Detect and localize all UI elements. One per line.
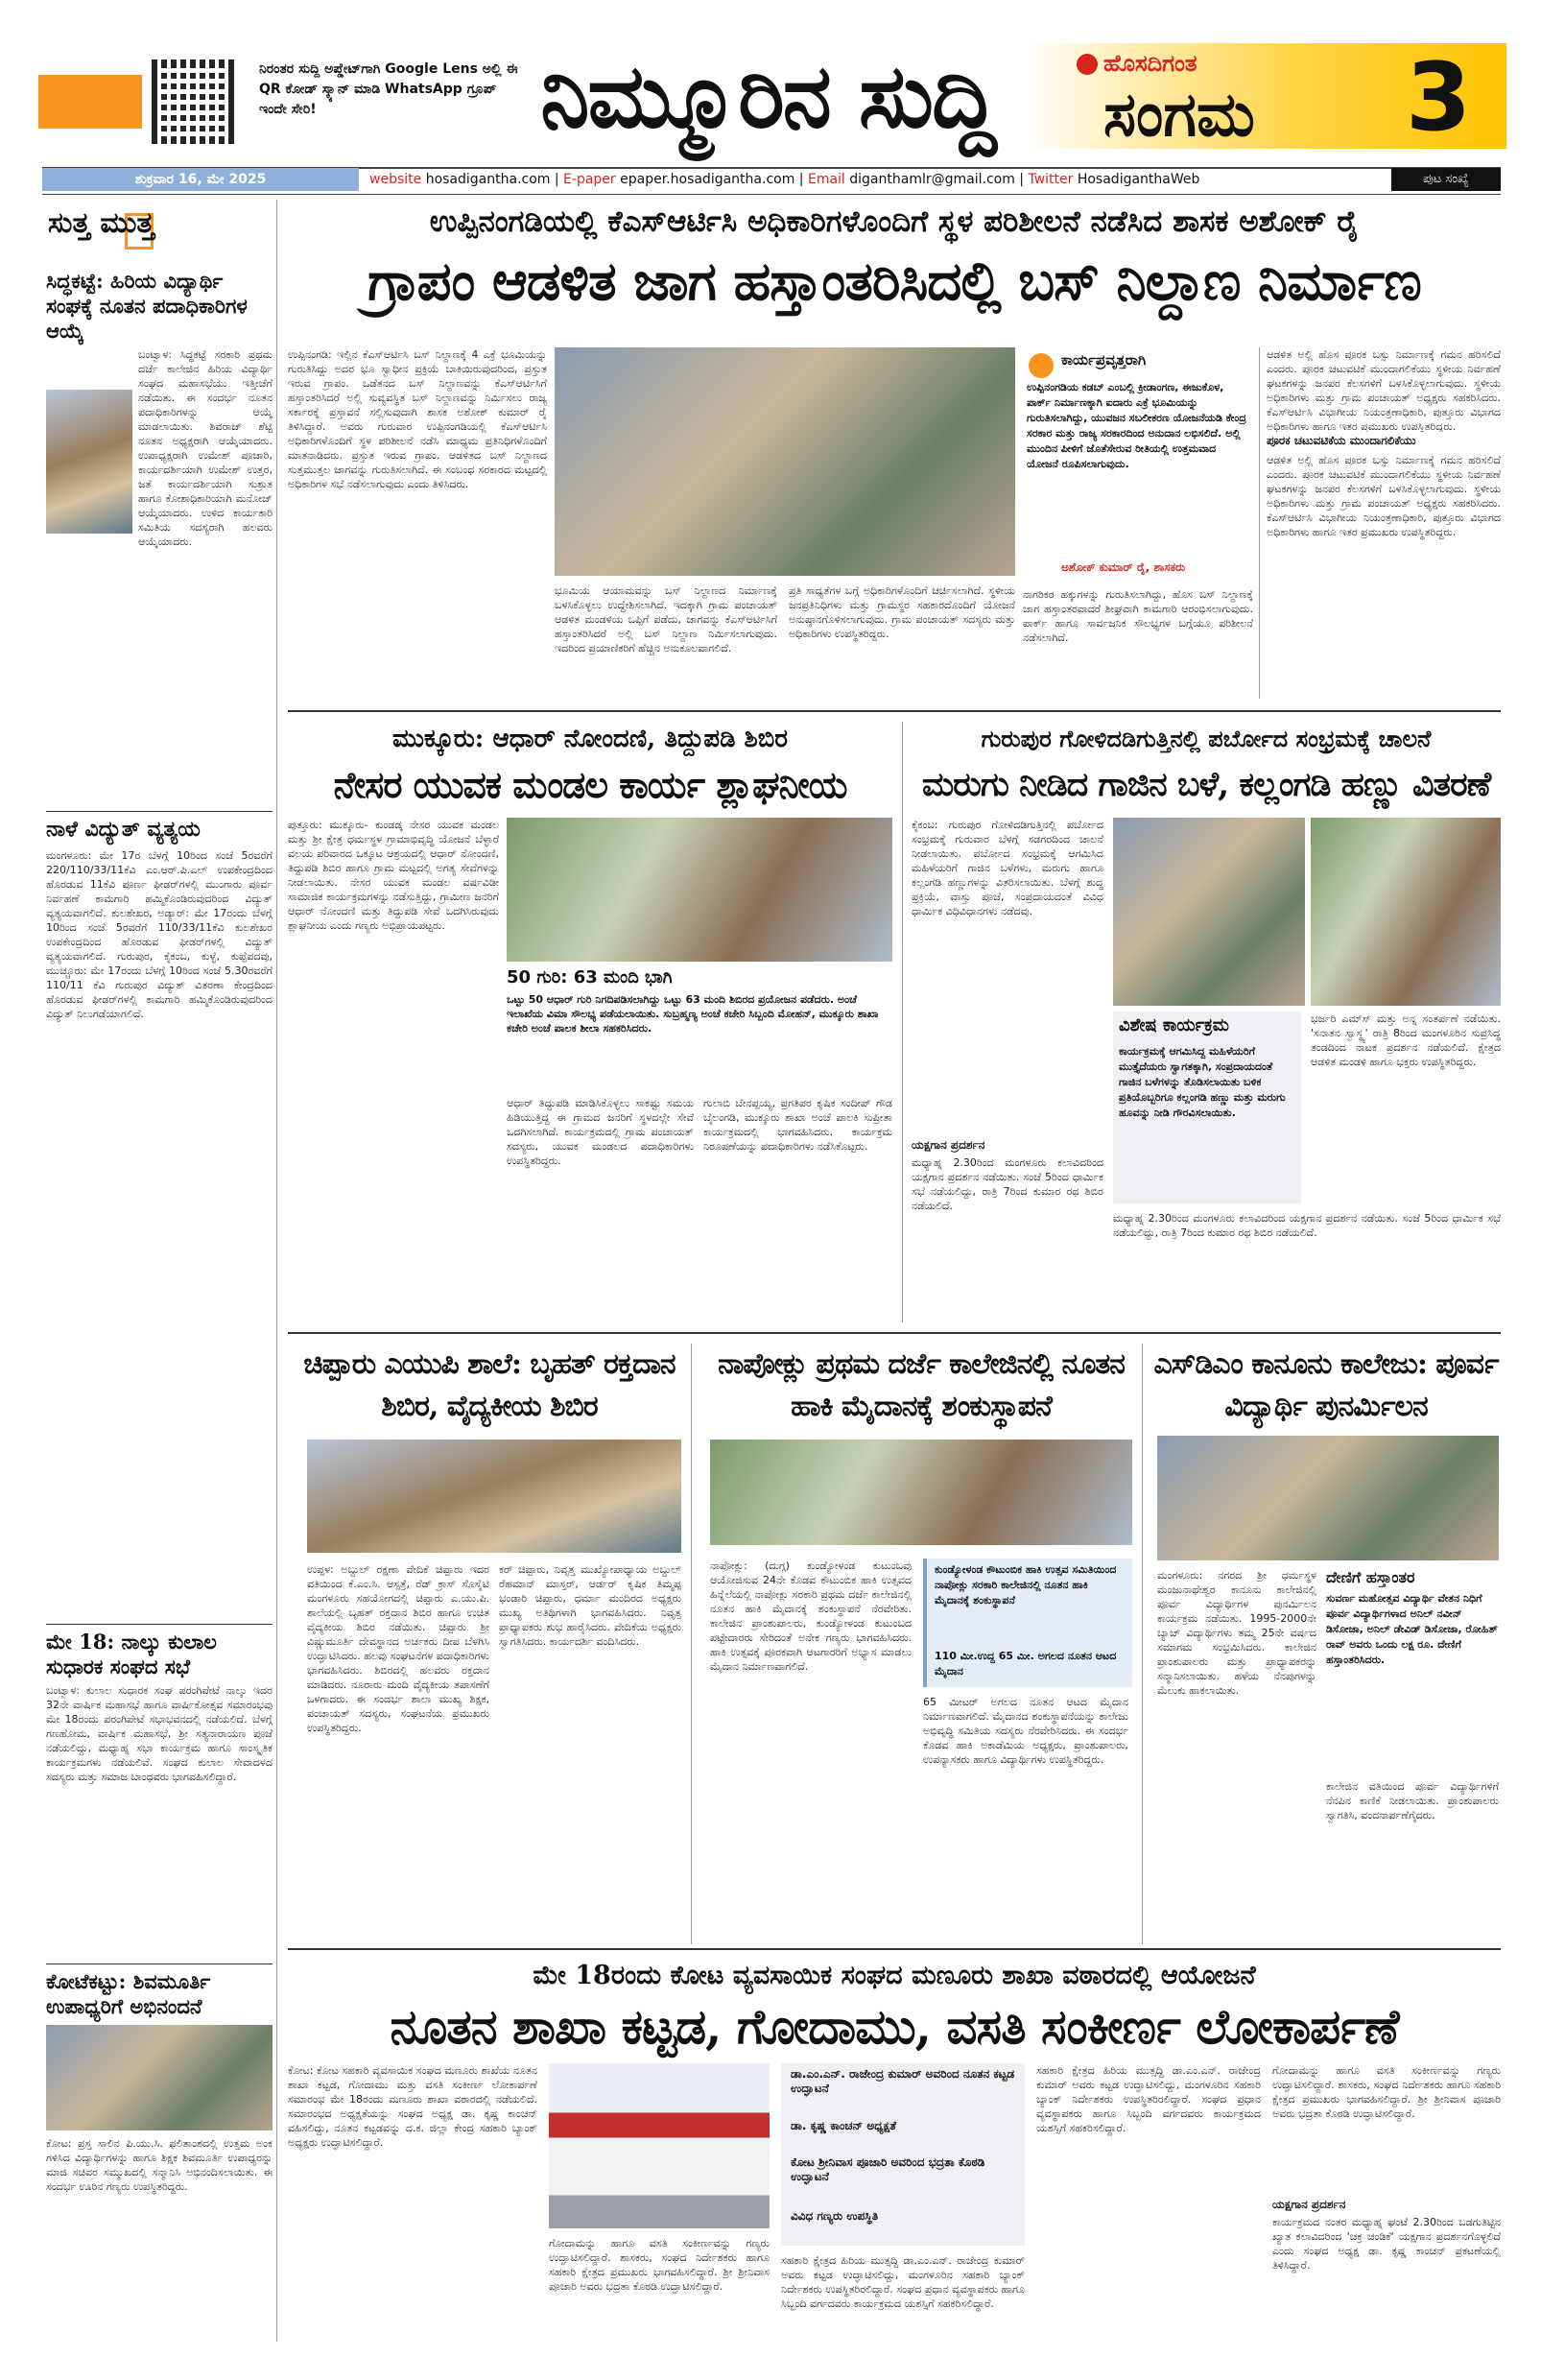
caption-title: 50 ಗುರಿ: 63 ಮಂದಿ ಭಾಗಿ [507, 967, 673, 988]
column-rule [1259, 347, 1260, 699]
supplement-brand: ಹೊಸದಿಗಂತ [1103, 50, 1197, 77]
qr-code-pattern [159, 67, 228, 136]
page-tag: ಪುಟ ಸಂಖ್ಯೆ [1391, 168, 1501, 191]
event-item: ಕೋಟ ಶ್ರೀನಿವಾಸ ಪೂಜಾರಿ ಅವರಿಂದ ಭದ್ರತಾ ಕೊಠಡಿ ಉದ್ಘಾಟನೆ [791, 2155, 985, 2183]
quote-author: ಅಶೋಕ್ ಕುಮಾರ್ ರೈ, ಶಾಸಕರು [1061, 560, 1186, 574]
brand-color-block [38, 75, 142, 129]
contact-links: website hosadigantha.com | E-paper epaper.hosadigantha.com | Email diganthamlr@gmail.com | Twitter HosadiganthaWeb [369, 172, 1200, 187]
lead-body: ಉಪ್ಪಿನಂಗಡಿ: ಇಲ್ಲಿನ ಕೆಎಸ್ಆರ್ಟಿಸಿ ಬಸ್ ನಿಲ್ದಾಣಕ್ಕೆ 4 ಎಕ್ರೆ ಭೂಮಿಯನ್ನು ಗುರುತಿಸಿದ್ದು ಅದರ ಭೂ ಸ್ವಾಧೀನ ಪ್ರಕ್ರಿಯೆ ಬಾಕಿಯಿರುವುದರಿಂದ, ಪ್ರಸ್ತುತ ಇರುವ ಗ್ರಾಪಂ. ಒಡೆತನದ ಬಸ್ ನಿಲ್ದಾಣವನ್ನು ಕೆಎಸ್ಆರ್ಟಿಸಿಗೆ ಹಸ್ತಾಂತರಿಸಿದರೆ ಅಲ್ಲಿ ಸುವ್ಯವಸ್ಥಿತ ಬಸ್ ನಿಲ್ದಾಣವನ್ನು ನಿರ್ಮಿಸಲು ರಾಜ್ಯ ಸರ್ಕಾರಕ್ಕೆ ಪ್ರಸ್ತಾವನೆ ಸಲ್ಲಿಸುವುದಾಗಿ ಶಾಸಕ ಅಶೋಕ್ ಕುಮಾರ್ ರೈ ತಿಳಿಸಿದ್ದಾರೆ. ಅವರು ಗುರುವಾರ ಉಪ್ಪಿನಂಗಡಿಯಲ್ಲಿ ಕೆಎಸ್ಆರ್ಟಿಸಿ ಅಧಿಕಾರಿಗಳೊಂದಿಗೆ ಸ್ಥಳ ಪರಿಶೀಲನೆ ನಡೆಸಿ ಮಾಧ್ಯಮ ಪ್ರತಿನಿಧಿಗಳೊಂದಿಗೆ ಮಾತನಾಡಿದರು. ಪ್ರಸ್ತುತ ಇರುವ ಗ್ರಾಪಂ. ಆಡಳಿತದ ಬಸ್ ನಿಲ್ದಾಣದ ಸುತ್ತಮುತ್ತಲ ಜಾಗವನ್ನು ಗುರುತಿಸಲಾಗಿದೆ. ಈ ಸಂಬಂಧ ಸರಕಾರದ ಮಟ್ಟದಲ್ಲಿ ಅಧಿಕಾರಿಗಳ ಸಭೆ ನಡೆಸಲಾಗುವುದು ಎಂದು ತಿಳಿಸಿದರು. [288, 348, 547, 490]
website-label: website [369, 172, 422, 187]
fact-item: 110 ಮೀ.ಉದ್ದ 65 ಮೀ. ಅಗಲದ ನೂತನ ಆಟದ ಮೈದಾನ [935, 1650, 1117, 1678]
lead-kicker: ಉಪ್ಪಿನಂಗಡಿಯಲ್ಲಿ ಕೆಎಸ್ಆರ್ಟಿಸಿ ಅಧಿಕಾರಿಗಳೊಂದಿಗೆ ಸ್ಥಳ ಪರಿಶೀಲನೆ ನಡೆಸಿದ ಶಾಸಕ ಅಶೋಕ್ ರೈ [429, 204, 1360, 239]
side-title: ದೇಣಿಗೆ ಹಸ್ತಾಂತರ [1326, 1568, 1415, 1586]
story-body: ಗುಲಾಬಿ ಬೇನಪ್ಪಯ್ಯ, ಪ್ರಗತಿಪರ ಕೃಷಿಕ ಸಂದೀಪ್ ಗೌಡ ಬೈಲಂಗಡಿ, ಮುಕ್ಕೂರು ಶಾಖಾ ಅಂಚೆ ಪಾಲಕಿ ಸುಪ್ರೀತಾ ಕಾರ್ಯಕ್ರಮದಲ್ಲಿ ಭಾಗವಹಿಸಿದರು. ಕಾರ್ಯಕ್ರಮ ನಿರೂಪಣೆಯನ್ನು ಪದಾಧಿಕಾರಿಗಳು ನಡೆಸಿಕೊಟ್ಟರು. [703, 1097, 892, 1153]
brief-body: ಕೋಟ: ಪ್ರಸ್ತ ಸಾಲಿನ ಪಿ.ಯು.ಸಿ. ಫಲಿತಾಂಶದಲ್ಲಿ ಉತ್ತಮ ಅಂಕ ಗಳಿಸಿದ ವಿದ್ಯಾರ್ಥಿಗಳನ್ನು ಹಾಗೂ ಶಿಕ್ಷಕ ಶಿವಮೂರ್ತಿ ಉಪಾಧ್ಯರನ್ನು ಮಾಜಿ ಸಚಿವರ ಸಮ್ಮುಖದಲ್ಲಿ ಸನ್ಮಾನಿಸಿ ಅಭಿನಂದಿಸಲಾಯಿತು. ಈ ಸಂದರ್ಭ ಊರಿನ ಗಣ್ಯರು ಉಪಸ್ಥಿತರಿದ್ದರು. [46, 2137, 273, 2193]
story-photo [507, 818, 892, 962]
story-body: ನಾಪೋಕ್ಲು: (ದುಗ್ಗ) ಕುಂಡ್ಯೋಳಂಡ ಕುಟುಂಬವು ಆಯೋಜಿಸುವ 24ನೇ ಕೊಡವ ಕೌಟುಂಬಿಕ ಹಾಕಿ ಉತ್ಸವದ ಹಿನ್ನೆಲೆಯಲ್ಲಿ ನಾಪೋಕ್ಲು ಸರಕಾರಿ ಪ್ರಥಮ ದರ್ಜೆ ಕಾಲೇಜಿನಲ್ಲಿ ನೂತನ ಹಾಕಿ ಮೈದಾನಕ್ಕೆ ಶಂಕುಸ್ಥಾಪನೆ ನೆರವೇರಿತು. ಕಾಲೇಜಿನ ಪ್ರಾಂಶುಪಾಲರು, ಕುಂಡ್ಯೋಳಂಡ ಕುಟುಂಬದ ಪಟ್ಟೇದಾರರು ಸೇರಿದಂತೆ ಅನೇಕ ಗಣ್ಯರು ಭಾಗವಹಿಸಿದರು. ಹಾಕಿ ಉತ್ಸವಕ್ಕೆ ಪೂರಕವಾಗಿ ಆಟಗಾರರಿಗೆ ಅಭ್ಯಾಸ ಮಾಡಲು ಮೈದಾನ ನಿರ್ಮಾಣವಾಗಲಿದೆ. [710, 1559, 912, 1673]
story-body: ಪುತ್ತೂರು: ಮುಕ್ಕೂರು- ಕುಂಡಡ್ಕ ನೇಸರ ಯುವಕ ಮಂಡಲ ಮತ್ತು ಶ್ರೀ ಕ್ಷೇತ್ರ ಧರ್ಮಸ್ಥಳ ಗ್ರಾಮಾಭಿವೃದ್ಧಿ ಯೋಜನೆ ಬೆಳ್ಳಾರೆ ವಲಯ ಪರಿವಾರದ ಒಕ್ಕೂಟ ಆಶ್ರಯದಲ್ಲಿ ಆಧಾರ್ ನೋಂದಣಿ, ತಿದ್ದುಪಡಿ ಶಿಬಿರ ಹಾಗೂ ಗ್ರಾಮ ಮಟ್ಟದಲ್ಲಿ ಅಗತ್ಯ ಸೇವೆಗಳನ್ನು ನೀಡಲಾಯಿತು. ನೇಸರ ಯುವಕ ಮಂಡಲ ವರ್ಷವಿಡೀ ಸಾಮಾಜಿಕ ಕಾರ್ಯಕ್ರಮಗಳನ್ನು ನಡೆಸುತ್ತಿದ್ದು, ಗ್ರಾಮೀಣ ಜನರಿಗೆ ಆಧಾರ್ ನೋಂದಣಿ ಮತ್ತು ತಿದ್ದುಪಡಿ ಸೇವೆ ಒದಗಿಸಿರುವುದು ಶ್ಲಾಘನೀಯ ಎಂದು ಗಣ್ಯರು ಅಭಿಪ್ರಾಯಪಟ್ಟರು. [288, 819, 499, 932]
story-body: ಕೈಕಂಬ: ಗುರುಪುರ ಗೋಳಿದಡಿಗುತ್ತಿನಲ್ಲಿ ಪರ್ಬೋದ ಸಂಭ್ರಮಕ್ಕೆ ಗುರುವಾರ ಬೆಳಗ್ಗೆ ಸಡಗರದಿಂದ ಚಾಲನೆ ನೀಡಲಾಯಿತು. ಪರ್ಬೋದ ಸಂಭ್ರಮಕ್ಕೆ ಆಗಮಿಸಿದ ಮಹಿಳೆಯರಿಗೆ ಗಾಜಿನ ಬಳೆಗಳು, ಮರುಗು ಹಾಗೂ ಕಲ್ಲಂಗಡಿ ಹಣ್ಣುಗಳನ್ನು ವಿತರಿಸಲಾಯಿತು. ಬೆಳಗ್ಗೆ ಶುದ್ಧ ಪ್ರಕ್ರಿಯೆ, ವಾಸ್ತು ಪೂಜೆ, ಸಂಪ್ರದಾಯದಂತೆ ವಿವಿಧ ಧಾರ್ಮಿಕ ವಿಧಿವಿಧಾನಗಳು ನಡೆದವು. [912, 819, 1103, 917]
supplement-name: ಸಂಗಮ [1103, 79, 1255, 151]
events-box [781, 2063, 1025, 2246]
story-body: ಮಧ್ಯಾಹ್ನ 2.30ರಿಂದ ಮಂಗಳೂರು ಕಲಾವಿದರಿಂದ ಯಕ್ಷಗಾನ ಪ್ರದರ್ಶನ ನಡೆಯಿತು. ಸಂಜೆ 5ರಿಂದ ಧಾರ್ಮಿಕ ಸಭೆ ನಡೆಯಲಿದ್ದು, ರಾತ್ರಿ 7ರಿಂದ ಕುಮಾರ ರಥ ಶಿಬಿರ ನಡೆಯಲಿದೆ. [1113, 1212, 1501, 1239]
epaper-label: E-paper [563, 172, 616, 187]
story-body: ಕರ್ ಚಿಪ್ಪಾರು, ನಿವೃತ್ತ ಮುಖ್ಯೋಪಾಧ್ಯಾಯ ಅಬ್ದುಲ್ ರೆಹಮಾನ್ ಮಾಸ್ತರ್, ಆರ್ಡರ್ ಕೃಷಿಕ ತಿಮ್ಮಪ್ಪ ಭಂಡಾರಿ ಚಿಪ್ಪಾರು, ಧರ್ಮಾ ಮಂದಿರದ ಅಧ್ಯಕ್ಷರು ಮುಖ್ಯ ಅತಿಥಿಗಳಾಗಿ ಭಾಗವಹಿಸಿದರು. ನಿವೃತ್ತ ಪ್ರಾಧ್ಯಾಪಕರು ಶುಭ ಹಾರೈಸಿದರು. ವೇದಿಕೆಯ ಅಧ್ಯಕ್ಷರು ಸ್ವಾಗತಿಸಿದರು. ಕಾರ್ಯದರ್ಶಿ ವಂದಿಸಿದರು. [499, 1563, 681, 1648]
page-number: 3 [1406, 43, 1472, 153]
story-body: ಆಧಾರ್ ತಿದ್ದುಪಡಿ ಮಾಡಿಸಿಕೊಳ್ಳಲು ಸಾಕಷ್ಟು ಸಮಯ ಹಿಡಿಯುತ್ತಿದ್ದ ಈ ಗ್ರಾಮದ ಜನರಿಗೆ ಸ್ಥಳದಲ್ಲೇ ಸೇವೆ ಒದಗಿಸಲಾಗಿದೆ. ಕಾರ್ಯಕ್ರಮದಲ್ಲಿ ಗ್ರಾಮ ಪಂಚಾಯತ್ ಸದಸ್ಯರು, ಯುವಕ ಮಂಡಲದ ಪದಾಧಿಕಾರಿಗಳು ಉಪಸ್ಥಿತರಿದ್ದರು. [507, 1097, 694, 1167]
brief-body: ಮಂಗಳೂರು: ಮೇ 17ರ ಬೆಳಗ್ಗೆ 10ರಿಂದ ಸಂಜೆ 5ರವರೆಗೆ 220/110/33/11ಕೆವಿ ಎಂ.ಆರ್.ಪಿ.ಎಲ್ ಉಪಕೇಂದ್ರದಿಂದ ಹೊರಡುವ 11ಕೆವಿ ಪೂರ್ಣ ಫೀಡರ್‌ಗಳಲ್ಲಿ ಮುಂಗಾರು ಪೂರ್ವ ನಿರ್ವಹಣೆ ಕಾಮಗಾರಿ ಹಮ್ಮಿಕೊಂಡಿರುವುದರಿಂದ ವಿದ್ಯುತ್ ವ್ಯತ್ಯಯವಾಗಲಿದೆ. ಕುಲಶೇಖರ, ಅಡ್ಯಾರ್: ಮೇ 17ರಂದು ಬೆಳಗ್ಗೆ 10ರಿಂದ ಸಂಜೆ 5ರವರೆಗೆ 110/33/11ಕೆವಿ ಕುಲಶೇಖರ ಉಪಕೇಂದ್ರದಿಂದ ಹೊರಡುವ ಫೀಡರ್‌ಗಳಲ್ಲಿ ವಿದ್ಯುತ್ ವ್ಯತ್ಯಯವಾಗಲಿದೆ. ಗುರುಪುರ, ಕೈಕಂಬ, ಕುಳ್ಳೆ, ಕುಪ್ಪೆಪದವು, ಮುಚ್ಚೂರು: ಮೇ 17ರಂದು ಬೆಳಗ್ಗೆ 10ರಿಂದ ಸಂಜೆ 5.30ರವರೆಗೆ 110/11 ಕೆವಿ ಗುರುಪುರ ವಿದ್ಯುತ್ ವಿತರಣಾ ಕೇಂದ್ರದಿಂದ ಹೊರಡುವ ಫೀಡರ್‌ಗಳಲ್ಲಿ ಕಾಮಗಾರಿ ಹಮ್ಮಿಕೊಂಡಿರುವುದರಿಂದ ವಿದ್ಯುತ್ ನಿಲುಗಡೆಯಾಗಲಿದೆ. [46, 849, 273, 1020]
story-body: ಸಹಕಾರಿ ಕ್ಷೇತ್ರದ ಹಿರಿಯ ಮುತ್ಸದ್ದಿ ಡಾ.ಎಂ.ಎನ್. ರಾಜೇಂದ್ರ ಕುಮಾರ್ ಅವರು ಕಟ್ಟಡ ಉದ್ಘಾಟಿಸಲಿದ್ದು, ಮಂಗಳೂರಿನ ಸಹಕಾರಿ ಬ್ಯಾಂಕ್ ನಿರ್ದೇಶಕರು ಉಪಸ್ಥಿತರಿರಲಿದ್ದಾರೆ. ಸಂಘದ ಪ್ರಧಾನ ವ್ಯವಸ್ಥಾಪಕರು ಹಾಗೂ ಸಿಬ್ಬಂದಿ ವರ್ಗದವರು ಕಾರ್ಯಕ್ರಮದ ಯಶಸ್ಸಿಗೆ ಸಹಕರಿಸಲಿದ್ದಾರೆ. [781, 2254, 1025, 2310]
quote-icon [1029, 353, 1054, 378]
story-kicker: ಗುರುಪುರ ಗೋಳಿದಡಿಗುತ್ತಿನಲ್ಲಿ ಪರ್ಬೋದ ಸಂಭ್ರಮಕ್ಕೆ ಚಾಲನೆ [981, 725, 1432, 752]
section-logo: ಸುತ್ತ ಮುತ್ತ [48, 206, 154, 240]
website-link[interactable]: hosadigantha.com [425, 172, 551, 187]
lead-body: ಆಡಳಿತ ಅಲ್ಲಿ ಹೊಸ ಪೂರಕ ಬಸ್ಸು ನಿರ್ಮಾಣಕ್ಕೆ ಗಮನ ಹರಿಸಲಿದೆ ಎಂದರು. ಪೂರಕ ಚಟುವಟಿಕೆ ಮುಂದಾಗಲಿಕೆಯು ಸ್ಥಳೀಯ ನಿರ್ವಹಣೆ ಘಟಕಗಳನ್ನು ಜನಪರ ಕೆಲಸಗಳಿಗೆ ಬಳಸಿಕೊಳ್ಳಲಾಗುವುದು. ಸ್ಥಳೀಯ ಅಧಿಕಾರಿಗಳು ಮತ್ತು ಗ್ರಾಮ ಪಂಚಾಯತ್ ಅಧ್ಯಕ್ಷರು ಸಹಕರಿಸಿದರು. ಕೆಎಸ್ಆರ್ಟಿಸಿ ವಿಭಾಗೀಯ ನಿಯಂತ್ರಣಾಧಿಕಾರಿ, ಪುತ್ತೂರು ವಿಭಾಗದ ಅಧಿಕಾರಿಗಳು ಹಾಗೂ ಇತರ ಪ್ರಮುಖರು ಉಪಸ್ಥಿತರಿದ್ದರು. [1267, 454, 1501, 538]
highlight-title: ವಿಶೇಷ ಕಾರ್ಯಕ್ರಮ [1119, 1015, 1229, 1035]
lead-subhead: ಪೂರಕ ಚಟುವಟಿಕೆಯ ಮುಂದಾಗಲಿಕೆಯು [1267, 434, 1416, 447]
page-title: ನಿಮ್ಮೂರಿನ ಸುದ್ದಿ [540, 44, 995, 148]
brand-sun-icon [1077, 54, 1098, 75]
lead-headline: ಗ್ರಾಪಂ ಆಡಳಿತ ಜಾಗ ಹಸ್ತಾಂತರಿಸಿದಲ್ಲಿ ಬಸ್ ನಿಲ್ದಾಣ ನಿರ್ಮಾಣ [367, 250, 1421, 313]
story-headline: ಚಿಪ್ಪಾರು ಎಯುಪಿ ಶಾಲೆ: ಬೃಹತ್ ರಕ್ತದಾನ ಶಿಬಿರ, ವೈದ್ಯಕೀಯ ಶಿಬಿರ [303, 1347, 676, 1423]
divider [288, 710, 1501, 712]
story-headline: ನಾಪೋಕ್ಲು ಪ್ರಥಮ ದರ್ಜೆ ಕಾಲೇಜಿನಲ್ಲಿ ನೂತನ ಹಾಕಿ ಮೈದಾನಕ್ಕೆ ಶಂಕುಸ್ಥಾಪನೆ [718, 1347, 1125, 1423]
email-link[interactable]: diganthamlr@gmail.com [849, 172, 1015, 187]
story-photo [1113, 818, 1305, 1006]
story-body: ಕಾರ್ಯಕ್ರಮದ ನಂತರ ಮಧ್ಯಾಹ್ನ ಘಂಟೆ 2.30ರಿಂದ ಬಡಗುತಿಟ್ಟಿನ ಖ್ಯಾತ ಕಲಾವಿದರಿಂದ 'ಚಕ್ರ ಚಂಡಿಕೆ' ಯಕ್ಷಗಾನ ಪ್ರದರ್ಶನಗೊಳ್ಳಲಿದೆ ಎಂದು ಸಂಘದ ಅಧ್ಯಕ್ಷ ಡಾ. ಕೃಷ್ಣ ಕಾಂಚನ್ ಪ್ರಕಟಣೆಯಲ್ಲಿ ತಿಳಿಸಿದ್ದಾರೆ. [1272, 2216, 1501, 2272]
story-photo [1157, 1436, 1499, 1560]
story-body: ಮಧ್ಯಾಹ್ನ 2.30ರಿಂದ ಮಂಗಳೂರು ಕಲಾವಿದರಿಂದ ಯಕ್ಷಗಾನ ಪ್ರದರ್ಶನ ನಡೆಯಿತು. ಸಂಜೆ 5ರಿಂದ ಧಾರ್ಮಿಕ ಸಭೆ ನಡೆಯಲಿದ್ದು, ರಾತ್ರಿ 7ರಿಂದ ಕುಮಾರ ರಥ ಶಿಬಿರ ನಡೆಯಲಿದೆ. [912, 1156, 1103, 1212]
divider [46, 1624, 273, 1625]
story-kicker: ಮೇ 18ರಂದು ಕೋಟ ವ್ಯವಸಾಯಿಕ ಸಂಘದ ಮಣೂರು ಶಾಖಾ ವಠಾರದಲ್ಲಿ ಆಯೋಜನೆ [533, 1961, 1256, 1990]
story-body: ಕೋಟ: ಕೋಟ ಸಹಕಾರಿ ವ್ಯವಸಾಯಿಕ ಸಂಘದ ಮಣೂರು ಶಾಖೆಯ ನೂತನ ಶಾಖಾ ಕಟ್ಟಡ, ಗೋದಾಮು ಮತ್ತು ವಸತಿ ಸಂಕೀರ್ಣ ಲೋಕಾರ್ಪಣೆ ಸಮಾರಂಭ ಮೇ 18ರಂದು ಮಣೂರು ಶಾಖಾ ವಠಾರದಲ್ಲಿ ನಡೆಯಲಿದೆ. ಸಮಾರಂಭದ ಅಧ್ಯಕ್ಷತೆಯನ್ನು ಸಂಘದ ಅಧ್ಯಕ್ಷ ಡಾ. ಕೃಷ್ಣ ಕಾಂಚನ್ ವಹಿಸಲಿದ್ದು, ನೂತನ ಕಟ್ಟಡವನ್ನು ದ.ಕ. ಜಿಲ್ಲಾ ಕೇಂದ್ರ ಸಹಕಾರಿ ಬ್ಯಾಂಕ್ ಅಧ್ಯಕ್ಷರು ಉದ್ಘಾಟಿಸಲಿದ್ದಾರೆ. [288, 2064, 537, 2149]
brief-title: ಕೋಟೆಕಟ್ಟು: ಶಿವಮೂರ್ತಿ ಉಪಾಧ್ಯರಿಗೆ ಅಭಿನಂದನೆ [46, 1969, 211, 2018]
event-item: ಡಾ.ಎಂ.ಎನ್. ರಾಜೇಂದ್ರ ಕುಮಾರ್ ಅವರಿಂದ ನೂತನ ಕಟ್ಟಡ ಉದ್ಘಾಟನೆ [791, 2067, 1015, 2095]
quote-body: ಉಪ್ಪಿನಂಗಡಿಯ ಕಡಬ್ ಎಂಬಲ್ಲಿ ಕ್ರೀಡಾಂಗಣ, ಈಜುಕೊಳ, ಪಾರ್ಕ್ ನಿರ್ಮಾಣಕ್ಕಾಗಿ ಐದಾರು ಎಕ್ರೆ ಭೂಮಿಯನ್ನು ಗುರುತಿಸಲಾಗಿದ್ದು, ಯುವಜನ ಸಬಲೀಕರಣ ಯೋಜನೆಯಡಿ ಕೇಂದ್ರ ಸರಕಾರ ಮತ್ತು ರಾಜ್ಯ ಸರಕಾರದಿಂದ ಅನುದಾನ ಲಭಿಸಲಿದೆ. ಅಲ್ಲಿ ಮುಂದಿನ ಪೀಳಿಗೆ ಜೊತೆಸೇರುವ ರೀತಿಯಲ್ಲಿ ಉತ್ತಮವಾದ ಯೋಜನೆ ರೂಪಿಸಲಾಗುವುದು. [1027, 381, 1246, 470]
story-body: ಕಾಲೇಜಿನ ವತಿಯಿಂದ ಪೂರ್ವ ವಿದ್ಯಾರ್ಥಿಗಳಿಗೆ ನೆನಪಿನ ಕಾಣಿಕೆ ನೀಡಲಾಯಿತು. ಪ್ರಾಂಶುಪಾಲರು ಸ್ವಾಗತಿಸಿ, ವಂದನಾರ್ಪಣೆಗೈದರು. [1326, 1780, 1499, 1821]
story-subhead: ಯಕ್ಷಗಾನ ಪ್ರದರ್ಶನ [912, 1138, 985, 1152]
story-headline: ಎಸ್‌ಡಿಎಂ ಕಾನೂನು ಕಾಲೇಜು: ಪೂರ್ವ ವಿದ್ಯಾರ್ಥಿ ಪುನರ್ಮಿಲನ [1153, 1347, 1499, 1423]
brief-body: ಬಂಟ್ವಾಳ: ಕುಲಾಲ ಸುಧಾರಕ ಸಂಘ ಪರಂಗಿಪೇಟೆ ನಾಲ್ಕು ಇದರ 32ನೇ ವಾರ್ಷಿಕ ಮಹಾಸಭೆ ಹಾಗೂ ವಾರ್ಷಿಕೋತ್ಸವ ಸಮಾರಂಭವು ಮೇ 18ರಂದು ಪರಂಗಿಪೇಟೆ ಸಭಾಭವನದಲ್ಲಿ ನಡೆಯಲಿದೆ. ಬೆಳಗ್ಗೆ ಗಣಹೋಮ, ವಾರ್ಷಿಕ ಮಹಾಸಭೆ, ಶ್ರೀ ಸತ್ಯನಾರಾಯಣ ಪೂಜೆ ನಡೆಯಲಿದ್ದು, ಮಧ್ಯಾಹ್ನ ಸಭಾ ಕಾರ್ಯಕ್ರಮ ಹಾಗೂ ಸಾಂಸ್ಕೃತಿಕ ಕಾರ್ಯಕ್ರಮಗಳು ನಡೆಯಲಿವೆ. ಸಂಘದ ಕುಲಾಲ ಸೇವಾದಳದ ಸದಸ್ಯರು ಮತ್ತು ಸಮಾಜ ಬಾಂಧವರು ಭಾಗವಹಿಸಲಿದ್ದಾರೆ. [46, 1684, 273, 1783]
brief-title: ಸಿದ್ಧಕಟ್ಟೆ: ಹಿರಿಯ ವಿದ್ಯಾರ್ಥಿ ಸಂಘಕ್ಕೆ ನೂತನ ಪದಾಧಿಕಾರಿಗಳ ಆಯ್ಕೆ [46, 269, 248, 343]
epaper-link[interactable]: epaper.hosadigantha.com [620, 172, 795, 187]
whatsapp-note: ನಿರಂತರ ಸುದ್ದಿ ಅಪ್ಡೇಟ್‌ಗಾಗಿ Google Lens ಅಲ್ಲಿ ಈ QR ಕೋಡ್ ಸ್ಕ್ಯಾನ್ ಮಾಡಿ WhatsApp ಗ್ರೂಪ್ ಇಂದೇ ಸೇರಿ! [259, 61, 518, 117]
facts-box [923, 1559, 1132, 1687]
quote-title: ಕಾರ್ಯಪ್ರವೃತ್ತರಾಗಿ [1061, 351, 1147, 369]
issue-date: ಶುಕ್ರವಾರ 16, ಮೇ 2025 [42, 168, 359, 191]
event-item: ಡಾ. ಕೃಷ್ಣ ಕಾಂಚನ್ ಅಧ್ಯಕ್ಷತೆ [791, 2119, 896, 2132]
lead-photo [555, 347, 1015, 576]
brief-body: ಬಂಟ್ವಾಳ: ಸಿದ್ಧಕಟ್ಟೆ ಸರಕಾರಿ ಪ್ರಥಮ ದರ್ಜೆ ಕಾಲೇಜಿನ ಹಿರಿಯ ವಿದ್ಯಾರ್ಥಿ ಸಂಘದ ಮಹಾಸಭೆಯು ಇತ್ತೀಚೆಗೆ ನಡೆಯಿತು. ಈ ಸಂದರ್ಭ ನೂತನ ಪದಾಧಿಕಾರಿಗಳನ್ನು ಆಯ್ಕೆ ಮಾಡಲಾಯಿತು. ಶಿವರಾಜ್ ಶೆಟ್ಟಿ ನೂತನ ಅಧ್ಯಕ್ಷರಾಗಿ ಆಯ್ಕೆಯಾದರು. ಉಪಾಧ್ಯಕ್ಷರಾಗಿ ಉಮೇಶ್ ಪೂಜಾರಿ, ಕಾರ್ಯದರ್ಶಿಯಾಗಿ ಉಮೇಶ್ ಉತ್ತರ, ಜತೆ ಕಾರ್ಯದರ್ಶಿಯಾಗಿ ಸುಶ್ರುತ ಹಾಗೂ ಕೋಶಾಧಿಕಾರಿಯಾಗಿ ಮನೋಜ್ ಆಯ್ಕೆಯಾದರು. ಉಳಿದ ಕಾರ್ಯಕಾರಿ ಸಮಿತಿಯ ಸದಸ್ಯರಾಗಿ ಹಲವರು ಆಯ್ಕೆಯಾದರು. [138, 348, 273, 548]
highlight-body: ಕಾರ್ಯಕ್ರಮಕ್ಕೆ ಆಗಮಿಸಿದ್ದ ಮಹಿಳೆಯರಿಗೆ ಮುತ್ತೈದೆಯರು ಸ್ವಾಗತಕ್ಕಾಗಿ, ಸಂಪ್ರದಾಯದಂತೆ ಗಾಜಿನ ಬಳೆಗಳನ್ನು ತೊಡಿಸಲಾಯಿತು ಬಳಿಕ ಪ್ರತಿಯೊಬ್ಬರಿಗೂ ಕಲ್ಲಂಗಡಿ ಹಣ್ಣು ಮತ್ತು ಮರುಗು ಹೂವನ್ನು ನೀಡಿ ಗೌರವಿಸಲಾಯಿತು. [1119, 1045, 1286, 1119]
highlight-box [1113, 1012, 1301, 1203]
story-subhead: ಯಕ್ಷಗಾನ ಪ್ರದರ್ಶನ [1272, 2198, 1346, 2211]
brief-title: ನಾಳೆ ವಿದ್ಯುತ್ ವ್ಯತ್ಯಯ [46, 817, 201, 842]
quote-box [1023, 347, 1253, 583]
story-headline: ನೇಸರ ಯುವಕ ಮಂಡಲ ಕಾರ್ಯ ಶ್ಲಾಘನೀಯ [333, 763, 847, 806]
building-photo [549, 2063, 770, 2228]
brief-title: ಮೇ 18: ನಾಲ್ಕು ಕುಲಾಲ ಸುಧಾರಕ ಸಂಘದ ಸಭೆ [46, 1630, 217, 1678]
column-rule [1142, 1344, 1143, 1944]
twitter-link[interactable]: HosadiganthaWeb [1077, 172, 1200, 187]
caption-body: ಒಟ್ಟು 50 ಆಧಾರ್ ಗುರಿ ನಿಗದಿಪಡಿಸಲಾಗಿದ್ದು ಒಟ್ಟು 63 ಮಂದಿ ಶಿಬಿರದ ಪ್ರಯೋಜನ ಪಡೆದರು. ಅಂಚೆ ಇಲಾಖೆಯ ವಿಮಾ ಸೌಲಭ್ಯ ಪಡೆಯಲಾಯಿತು. ಸುಬ್ರಹ್ಮಣ್ಯ ಅಂಚೆ ಕಚೇರಿ ಸಿಬ್ಬಂದಿ ಮೋಹನ್, ಮುಕ್ಕೂರು ಶಾಖಾ ಕಚೇರಿ ಅಂಚೆ ಪಾಲಕ ಶೀಲಾ ಸಹಕರಿಸಿದರು. [507, 993, 879, 1035]
story-photo [710, 1440, 1132, 1545]
story-body: ಗೋದಾಮನ್ನು ಹಾಗೂ ವಸತಿ ಸಂಕೀರ್ಣವನ್ನು ಗಣ್ಯರು ಉದ್ಘಾಟಿಸಲಿದ್ದಾರೆ. ಶಾಸಕರು, ಸಂಘದ ನಿರ್ದೇಶಕರು ಹಾಗೂ ಸಹಕಾರಿ ಕ್ಷೇತ್ರದ ಪ್ರಮುಖರು ಭಾಗವಹಿಸಲಿದ್ದಾರೆ. ಶ್ರೀ ಶ್ರೀನಿವಾಸ ಪೂಜಾರಿ ಅವರು ಭದ್ರತಾ ಕೊಠಡಿ ಉದ್ಘಾಟಿಸಲಿದ್ದಾರೆ. [549, 2237, 770, 2293]
lead-body: ಭೂಮಿಯ ಆಯಾಮವನ್ನು ಬಸ್ ನಿಲ್ದಾಣದ ನಿರ್ಮಾಣಕ್ಕೆ ಬಳಸಿಕೊಳ್ಳಲು ಉದ್ದೇಶಿಸಲಾಗಿದೆ. ಇದಕ್ಕಾಗಿ ಗ್ರಾಮ ಪಂಚಾಯತ್ ಆಡಳಿತ ಮಂಡಳಿಯ ಒಪ್ಪಿಗೆ ಪಡೆದು, ಜಾಗವನ್ನು ಕೆಎಸ್ಆರ್ಟಿಸಿಗೆ ಹಸ್ತಾಂತರಿಸಿದರೆ ಅಲ್ಲಿ ಬಸ್ ನಿಲ್ದಾಣ ನಿರ್ಮಿಸಲಾಗುವುದು. ಇದರಿಂದ ಪ್ರಯಾಣಿಕರಿಗೆ ಹೆಚ್ಚಿನ ಅನುಕೂಲವಾಗಲಿದೆ. [555, 584, 777, 654]
lead-body: ಪ್ರತಿ ಸಾಧ್ಯತೆಗಳ ಬಗ್ಗೆ ಅಧಿಕಾರಿಗಳೊಂದಿಗೆ ಚರ್ಚಿಸಲಾಗಿದೆ. ಸ್ಥಳೀಯ ಜನಪ್ರತಿನಿಧಿಗಳು ಮತ್ತು ಗ್ರಾಮಸ್ಥರ ಸಹಕಾರದೊಂದಿಗೆ ಯೋಜನೆ ಅನುಷ್ಠಾನಗೊಳಿಸಲಾಗುವುದು. ಗ್ರಾಮ ಪಂಚಾಯತ್ ಸದಸ್ಯರು ಮತ್ತು ಅಧಿಕಾರಿಗಳು ಉಪಸ್ಥಿತರಿದ್ದರು. [789, 584, 1015, 640]
column-rule [691, 1344, 692, 1944]
story-body: 65 ಮೀಟರ್ ಅಗಲದ ನೂತನ ಆಟದ ಮೈದಾನ ನಿರ್ಮಾಣವಾಗಲಿದೆ. ಮೈದಾನದ ಶಂಕುಸ್ಥಾಪನೆಯನ್ನು ಕಾಲೇಜು ಅಭಿವೃದ್ಧಿ ಸಮಿತಿಯ ಸದಸ್ಯರು ನೆರವೇರಿಸಿದರು. ಈ ಸಂದರ್ಭ ಕೊಡವ ಹಾಕಿ ಅಕಾಡೆಮಿಯ ಅಧ್ಯಕ್ಷರು, ಪ್ರಾಂಶುಪಾಲರು, ಉಪನ್ಯಾಸಕರು ಹಾಗೂ ವಿದ್ಯಾರ್ಥಿಗಳು ಉಪಸ್ಥಿತರಿದ್ದರು. [923, 1696, 1128, 1766]
story-photo [1311, 818, 1501, 1006]
lead-body: ನಾಗರಿಕರ ಹಕ್ಕುಗಳನ್ನು ಗುರುತಿಸಲಾಗಿದ್ದು, ಹೊಸ ಬಸ್ ನಿಲ್ದಾಣಕ್ಕೆ ಜಾಗ ಹಸ್ತಾಂತರವಾದರೆ ಶೀಘ್ರವಾಗಿ ಕಾಮಗಾರಿ ಆರಂಭಿಸಲಾಗುವುದು. ಪಾರ್ಕ್ ಹಾಗೂ ಸಾರ್ವಜನಿಕ ಸೌಲಭ್ಯಗಳ ಬಗ್ಗೆಯೂ ಪರಿಶೀಲನೆ ನಡೆಸಲಾಗಿದೆ. [1023, 588, 1253, 644]
column-rule [902, 722, 903, 1322]
event-item: ವಿವಿಧ ಗಣ್ಯರು ಉಪಸ್ಥಿತಿ [791, 2209, 879, 2223]
story-body: ಸಹಕಾರಿ ಕ್ಷೇತ್ರದ ಹಿರಿಯ ಮುತ್ಸದ್ದಿ ಡಾ.ಎಂ.ಎನ್. ರಾಜೇಂದ್ರ ಕುಮಾರ್ ಅವರು ಕಟ್ಟಡ ಉದ್ಘಾಟಿಸಲಿದ್ದು, ಮಂಗಳೂರಿನ ಸಹಕಾರಿ ಬ್ಯಾಂಕ್ ನಿರ್ದೇಶಕರು ಉಪಸ್ಥಿತರಿರಲಿದ್ದಾರೆ. ಸಂಘದ ಪ್ರಧಾನ ವ್ಯವಸ್ಥಾಪಕರು ಹಾಗೂ ಸಿಬ್ಬಂದಿ ವರ್ಗದವರು ಕಾರ್ಯಕ್ರಮದ ಯಶಸ್ಸಿಗೆ ಸಹಕರಿಸಲಿದ್ದಾರೆ. [1036, 2064, 1261, 2134]
twitter-label: Twitter [1028, 172, 1074, 187]
email-label: Email [807, 172, 845, 187]
fact-item: ಕುಂಡ್ಯೋಳಂಡ ಕೌಟುಂಬಿಕ ಹಾಕಿ ಉತ್ಸವ ಸಮಿತಿಯಿಂದ ನಾಪೋಕ್ಲು ಸರಕಾರಿ ಕಾಲೇಜಿನಲ್ಲಿ ನೂತನ ಹಾಕಿ ಮೈದಾನಕ್ಕೆ ಶಂಕುಸ್ಥಾಪನೆ [935, 1563, 1117, 1606]
story-body: ಭರ್ಜರಿ ಎಮ್‌ಸ್ ಮತ್ತು ಅನ್ನ ಸಂತರ್ಪಣೆ ನಡೆಯಿತು. 'ಸನಾತನ ಸ್ವಾಸ್ಥ್ಯ' ರಾತ್ರಿ 8ರಿಂದ ಮಂಗಳೂರಿನ ಸುಪ್ರಸಿದ್ಧ ತಂಡದಿಂದ ನಾಟಕ ಪ್ರದರ್ಶನ ನಡೆಯಲಿದೆ. ಕ್ಷೇತ್ರದ ಆಡಳಿತ ಮಂಡಳಿ ಹಾಗೂ ಭಕ್ತರು ಉಪಸ್ಥಿತರಿದ್ದರು. [1311, 1012, 1501, 1068]
brief-photo [46, 2025, 273, 2130]
story-photo [307, 1440, 681, 1553]
divider [288, 1948, 1501, 1950]
divider [46, 811, 273, 812]
story-headline: ನೂತನ ಶಾಖಾ ಕಟ್ಟಡ, ಗೋದಾಮು, ವಸತಿ ಸಂಕೀರ್ಣ ಲೋಕಾರ್ಪಣೆ [390, 1998, 1399, 2055]
story-body: ಮಂಗಳೂರು: ನಗರದ ಶ್ರೀ ಧರ್ಮಸ್ಥಳ ಮಂಜುನಾಥೇಶ್ವರ ಕಾನೂನು ಕಾಲೇಜಿನಲ್ಲಿ ಪೂರ್ವ ವಿದ್ಯಾರ್ಥಿಗಳ ಪುನರ್ಮಿಲನ ಕಾರ್ಯಕ್ರಮ ನಡೆಯಿತು. 1995-2000ನೇ ಬ್ಯಾಚ್ ವಿದ್ಯಾರ್ಥಿಗಳು ತಮ್ಮ 25ನೇ ವರ್ಷದ ಸಮಾಗಮ ಸಂಭ್ರಮಿಸಿದರು. ಕಾಲೇಜಿನ ಪ್ರಾಂಶುಪಾಲರು ಮತ್ತು ಪ್ರಾಧ್ಯಾಪಕರನ್ನು ಸನ್ಮಾನಿಸಲಾಯಿತು. ಹಳೆಯ ನೆನಪುಗಳನ್ನು ಮೆಲುಕು ಹಾಕಲಾಯಿತು. [1157, 1569, 1316, 1697]
story-headline: ಮರುಗು ನೀಡಿದ ಗಾಜಿನ ಬಳೆ, ಕಲ್ಲಂಗಡಿ ಹಣ್ಣು ವಿತರಣೆ [921, 765, 1491, 804]
story-kicker: ಮುಕ್ಕೂರು: ಆಧಾರ್ ನೋಂದಣಿ, ತಿದ್ದುಪಡಿ ಶಿಬಿರ [392, 725, 788, 753]
divider [288, 1332, 1501, 1334]
lead-body: ಆಡಳಿತ ಅಲ್ಲಿ ಹೊಸ ಪೂರಕ ಬಸ್ಸು ನಿರ್ಮಾಣಕ್ಕೆ ಗಮನ ಹರಿಸಲಿದೆ ಎಂದರು. ಪೂರಕ ಚಟುವಟಿಕೆ ಮುಂದಾಗಲಿಕೆಯು ಸ್ಥಳೀಯ ನಿರ್ವಹಣೆ ಘಟಕಗಳನ್ನು ಜನಪರ ಕೆಲಸಗಳಿಗೆ ಬಳಸಿಕೊಳ್ಳಲಾಗುವುದು. ಸ್ಥಳೀಯ ಅಧಿಕಾರಿಗಳು ಮತ್ತು ಗ್ರಾಮ ಪಂಚಾಯತ್ ಅಧ್ಯಕ್ಷರು ಸಹಕರಿಸಿದರು. ಕೆಎಸ್ಆರ್ಟಿಸಿ ವಿಭಾಗೀಯ ನಿಯಂತ್ರಣಾಧಿಕಾರಿ, ಪುತ್ತೂರು ವಿಭಾಗದ ಅಧಿಕಾರಿಗಳು ಹಾಗೂ ಇತರ ಪ್ರಮುಖರು ಉಪಸ್ಥಿತರಿದ್ದರು. [1267, 348, 1501, 432]
side-body: ಸುವರ್ಣ ಮಹೋತ್ಸವ ವಿದ್ಯಾರ್ಥಿ ವೇತನ ನಿಧಿಗೆ ಪೂರ್ವ ವಿದ್ಯಾರ್ಥಿಗಳಾದ ಅನಿಲ್ ನವೀನ್ ಡಿಸೋಜಾ, ಅನಿಲ್ ಡೇವಿಡ್ ಡಿಸೋಜಾ, ರೋಹಿತ್ ರಾವ್ ಅವರು ಒಂದು ಲಕ್ಷ ರೂ. ದೇಣಿಗೆ ಹಸ್ತಾಂತರಿಸಿದರು. [1326, 1592, 1498, 1666]
story-body: ಗೋದಾಮನ್ನು ಹಾಗೂ ವಸತಿ ಸಂಕೀರ್ಣವನ್ನು ಗಣ್ಯರು ಉದ್ಘಾಟಿಸಲಿದ್ದಾರೆ. ಶಾಸಕರು, ಸಂಘದ ನಿರ್ದೇಶಕರು ಹಾಗೂ ಸಹಕಾರಿ ಕ್ಷೇತ್ರದ ಪ್ರಮುಖರು ಭಾಗವಹಿಸಲಿದ್ದಾರೆ. ಶ್ರೀ ಶ್ರೀನಿವಾಸ ಪೂಜಾರಿ ಅವರು ಭದ್ರತಾ ಕೊಠಡಿ ಉದ್ಘಾಟಿಸಲಿದ್ದಾರೆ. [1272, 2064, 1501, 2120]
story-body: ಉಪ್ಪಳ: ಅಬ್ದುಲ್ ರಕ್ಷಣಾ ವೇದಿಕೆ ಚಿಪ್ಪಾರು ಇದರ ವತಿಯಿಂದ ಕೆ.ಎಂ.ಸಿ. ಆಸ್ಪತ್ರೆ, ರೆಡ್ ಕ್ರಾಸ್ ಸೊಸೈಟಿ ಮಂಗಳೂರು ಸಹಯೋಗದಲ್ಲಿ ಚಿಪ್ಪಾರು ಎ.ಯು.ಪಿ. ಶಾಲೆಯಲ್ಲಿ ಬೃಹತ್ ರಕ್ತದಾನ ಶಿಬಿರ ಹಾಗೂ ಉಚಿತ ವೈದ್ಯಕೀಯ ಶಿಬಿರ ನಡೆಯಿತು. ಚಿಪ್ಪಾರು ಶ್ರೀ ವಿಷ್ಣುಮೂರ್ತಿ ದೇವಸ್ಥಾನದ ಅರ್ಚಕರು ದೀಪ ಬೆಳಗಿಸಿ ಉದ್ಘಾಟಿಸಿದರು. ಹಲವು ಸಂಘಟನೆಗಳ ಪದಾಧಿಕಾರಿಗಳು ಭಾಗವಹಿಸಿದರು. ಶಿಬಿರದಲ್ಲಿ ಹಲವರು ರಕ್ತದಾನ ಮಾಡಿದರು. ನೂರಾರು ಮಂದಿ ವೈದ್ಯಕೀಯ ತಪಾಸಣೆಗೆ ಒಳಗಾದರು. ಈ ಸಂದರ್ಭ ಶಾಲಾ ಮುಖ್ಯ ಶಿಕ್ಷಕ, ಪಂಚಾಯತ್ ಸದಸ್ಯರು, ಸಂಘಟನೆಯ ಪ್ರಮುಖರು ಉಪಸ್ಥಿತರಿದ್ದರು. [307, 1563, 489, 1734]
